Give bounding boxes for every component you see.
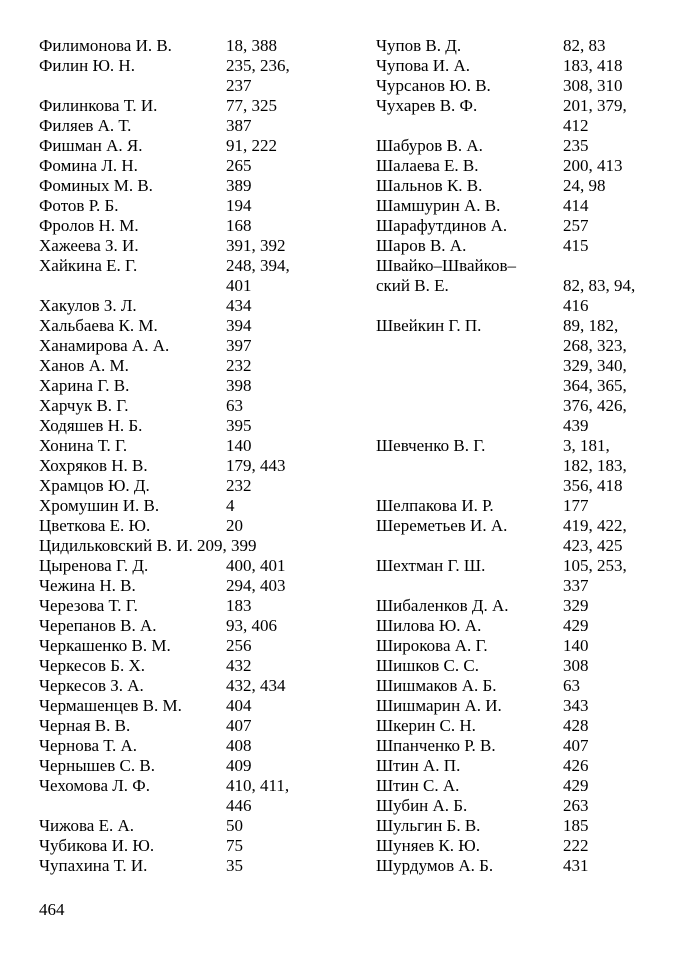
entry-name: Шалаева Е. В. [376,156,479,175]
index-entry [39,636,339,656]
entry-name: Хайкина Е. Г. [39,256,138,275]
entry-name: Чежина Н. В. [39,576,136,595]
entry-pages [563,556,658,596]
index-entry [376,796,666,816]
entry-name: Фишман А. Я. [39,136,143,155]
index-entry [376,216,666,236]
entry-pages [226,756,326,776]
entry-page-line: 232 [226,476,252,495]
index-entry [376,556,666,596]
entry-page-line: 237 [226,76,252,95]
entry-pages [226,256,326,296]
entry-page-line: 89, 182, [563,316,619,335]
entry-name: Черезова Т. Г. [39,596,138,615]
entry-name: Шабуров В. А. [376,136,483,155]
index-entry [376,756,666,776]
index-entry [39,356,339,376]
entry-name: Шаров В. А. [376,236,467,255]
entry-page-line: 329, 340, [563,356,627,375]
entry-name: Шуняев К. Ю. [376,836,480,855]
index-entry [39,156,339,176]
entry-name: Шилова Ю. А. [376,616,482,635]
entry-pages [563,756,658,776]
entry-page-line: 404 [226,696,252,715]
entry-page-line: 177 [563,496,589,515]
entry-name: Черная В. В. [39,716,131,735]
index-entry [376,656,666,676]
entry-page-line: 140 [226,436,252,455]
entry-name: Шкерин С. Н. [376,716,476,735]
entry-name: Шарафутдинов А. [376,216,508,235]
index-entry [39,436,339,456]
entry-pages [226,496,326,516]
entry-page-line: 268, 323, [563,336,627,355]
index-entry [39,496,339,516]
entry-name: Филимонова И. В. [39,36,172,55]
index-entry [376,816,666,836]
entry-pages [226,296,326,316]
entry-page-line: 412 [563,116,589,135]
index-entry [376,716,666,736]
entry-name: Шибаленков Д. А. [376,596,509,615]
entry-name: Шехтман Г. Ш. [376,556,486,575]
entry-page-line: 407 [563,736,589,755]
index-entry [39,656,339,676]
entry-pages [563,836,658,856]
index-entry [39,556,339,576]
index-entry [39,416,339,436]
index-entry [376,776,666,796]
entry-page-line: 77, 325 [226,96,277,115]
entry-pages [226,216,326,236]
index-entry [376,196,666,216]
entry-pages [563,216,658,236]
entry-page-line: 389 [226,176,252,195]
entry-name: Шульгин Б. В. [376,816,481,835]
entry-page-line: 426 [563,756,589,775]
entry-name: Швайко–Швайков– [376,256,517,275]
entry-name: Шурдумов А. Б. [376,856,494,875]
index-entry [39,676,339,696]
entry-page-line: 63 [563,676,580,695]
entry-pages [563,816,658,836]
entry-pages [226,516,326,536]
entry-page-line: 400, 401 [226,556,286,575]
entry-page-line: 63 [226,396,243,415]
index-entry [376,496,666,516]
entry-name: Фотов Р. Б. [39,196,119,215]
index-entry [39,136,339,156]
entry-name: Ханамирова А. А. [39,336,170,355]
entry-page-line: 401 [226,276,252,295]
entry-page-line: 183 [226,596,252,615]
index-entry [39,536,339,556]
entry-pages [563,236,658,256]
page-number: 464 [39,900,65,919]
entry-name: Храмцов Ю. Д. [39,476,150,495]
entry-pages [226,456,326,476]
entry-name: Черкесов З. А. [39,676,144,695]
entry-page-line: 201, 379, [563,96,627,115]
entry-name: ский В. Е. [376,276,449,295]
entry-pages [226,656,326,676]
entry-page-line: 356, 418 [563,476,623,495]
index-entry [376,96,666,136]
entry-pages [563,176,658,196]
entry-name: Ходяшев Н. Б. [39,416,143,435]
entry-name: Шубин А. Б. [376,796,468,815]
index-entry [39,316,339,336]
index-entry [39,56,339,96]
entry-page-line: 235 [563,136,589,155]
index-entry [376,136,666,156]
index-entry [39,716,339,736]
entry-name: Шевченко В. Г. [376,436,486,455]
entry-page-line: 232 [226,356,252,375]
entry-page-line: 3, 181, [563,436,610,455]
entry-pages [226,36,326,56]
entry-page-line: 394 [226,316,252,335]
entry-pages [226,736,326,756]
index-entry [39,856,339,876]
entry-name: Черепанов В. А. [39,616,157,635]
index-entry [39,836,339,856]
index-entry [39,476,339,496]
index-entry [39,576,339,596]
index-entry [39,776,339,816]
entry-page-line: 140 [563,636,589,655]
entry-pages [226,416,326,436]
entry-pages [226,136,326,156]
entry-name: Чубикова И. Ю. [39,836,155,855]
entry-name: Штин С. А. [376,776,460,795]
entry-pages [563,856,658,876]
entry-page-line: 410, 411, [226,776,290,795]
index-entry [39,696,339,716]
entry-page-line: 105, 253, [563,556,627,575]
index-entry [39,336,339,356]
entry-page-line: 194 [226,196,252,215]
entry-page-line: 185 [563,816,589,835]
entry-name: Хохряков Н. В. [39,456,148,475]
entry-name: Цыренова Г. Д. [39,556,149,575]
entry-pages [226,396,326,416]
entry-pages [226,236,326,256]
index-entry [376,256,666,276]
index-entry [376,176,666,196]
entry-pages [563,196,658,216]
entry-page-line: 168 [226,216,252,235]
index-entry [39,296,339,316]
entry-page-line: 416 [563,296,589,315]
entry-page-line: 91, 222 [226,136,277,155]
index-entry [376,316,666,436]
entry-page-line: 265 [226,156,252,175]
entry-page-line: 24, 98 [563,176,606,195]
entry-name: Шелпакова И. Р. [376,496,494,515]
entry-page-line: 429 [563,616,589,635]
entry-pages [563,96,658,136]
entry-page-line: 248, 394, [226,256,290,275]
entry-pages [226,596,326,616]
entry-page-line: 294, 403 [226,576,286,595]
entry-pages [563,136,658,156]
entry-page-line: 75 [226,836,243,855]
index-entry [39,236,339,256]
index-entry [376,736,666,756]
entry-pages [226,356,326,376]
entry-page-line: 4 [226,496,235,515]
entry-pages [563,696,658,716]
entry-page-line: 20 [226,516,243,535]
index-entry [39,176,339,196]
entry-page-line: 409 [226,756,252,775]
entry-name: Чурсанов Ю. В. [376,76,491,95]
entry-page-line: 432 [226,656,252,675]
entry-name: Шальнов К. В. [376,176,483,195]
entry-page-line: 407 [226,716,252,735]
entry-pages [226,576,326,596]
index-entry [376,156,666,176]
entry-page-line: 200, 413 [563,156,623,175]
index-entry [39,96,339,116]
entry-name: Хажеева З. И. [39,236,139,255]
index-entry [39,396,339,416]
index-entry [39,816,339,836]
index-entry [376,836,666,856]
entry-pages [563,636,658,656]
entry-pages [226,376,326,396]
entry-name: Цветкова Е. Ю. [39,516,151,535]
index-entry [376,276,666,316]
entry-pages [563,796,658,816]
entry-page-line: 343 [563,696,589,715]
entry-page-line: 257 [563,216,589,235]
entry-name: Харина Г. В. [39,376,130,395]
index-entry [39,376,339,396]
entry-page-line: 93, 406 [226,616,277,635]
entry-page-line: 376, 426, [563,396,627,415]
entry-pages [563,516,658,556]
entry-pages [226,856,326,876]
entry-pages [563,316,658,436]
entry-pages [226,696,326,716]
entry-name: Фролов Н. М. [39,216,139,235]
entry-page-line: 183, 418 [563,56,623,75]
entry-pages [226,96,326,116]
entry-pages [563,156,658,176]
entry-name: Чупахина Т. И. [39,856,148,875]
entry-name: Чернышев С. В. [39,756,155,775]
index-entry [376,616,666,636]
entry-pages [563,76,658,96]
entry-pages [563,656,658,676]
entry-pages [563,56,658,76]
entry-name: Хромушин И. В. [39,496,160,515]
entry-name: Фомина Л. Н. [39,156,138,175]
entry-page-line: 222 [563,836,589,855]
index-entry [39,216,339,236]
index-entry [376,676,666,696]
entry-name: Широкова А. Г. [376,636,488,655]
entry-page-line: 235, 236, [226,56,290,75]
entry-pages [563,736,658,756]
entry-page-line: 182, 183, [563,456,627,475]
entry-page-line: 434 [226,296,252,315]
entry-name: Швейкин Г. П. [376,316,482,335]
entry-name: Шишмаков А. Б. [376,676,497,695]
entry-page-line: 423, 425 [563,536,623,555]
entry-pages [226,116,326,136]
entry-name: Ханов А. М. [39,356,129,375]
entry-name: Филинкова Т. И. [39,96,158,115]
index-entry [39,196,339,216]
entry-page-line: 408 [226,736,252,755]
index-entry [376,76,666,96]
entry-pages [226,636,326,656]
entry-name: Шишмарин А. И. [376,696,502,715]
entry-page-line: 429 [563,776,589,795]
index-entry [39,736,339,756]
entry-page-line: 35 [226,856,243,875]
entry-page-line: 179, 443 [226,456,286,475]
entry-page-line: 329 [563,596,589,615]
entry-page-line: 308 [563,656,589,675]
index-entry [376,636,666,656]
entry-pages [226,676,326,696]
index-entry [39,516,339,536]
entry-pages [563,496,658,516]
index-entry [376,436,666,496]
entry-name: Черкесов Б. Х. [39,656,146,675]
entry-page-line: 82, 83 [563,36,606,55]
entry-pages [226,816,326,836]
entry-pages [226,776,326,816]
entry-name: Черкашенко В. М. [39,636,171,655]
entry-pages [563,716,658,736]
entry-page-line: 263 [563,796,589,815]
entry-name: Штин А. П. [376,756,461,775]
entry-name: Цидильковский В. И. 209, 399 [39,536,257,555]
entry-page-line: 446 [226,796,252,815]
entry-page-line: 414 [563,196,589,215]
index-entry [376,596,666,616]
index-entry [39,596,339,616]
index-entry [376,516,666,556]
index-entry [376,856,666,876]
entry-name: Филяев А. Т. [39,116,132,135]
entry-page-line: 18, 388 [226,36,277,55]
entry-page-line: 387 [226,116,252,135]
entry-page-line: 428 [563,716,589,735]
entry-page-line: 431 [563,856,589,875]
entry-pages [226,476,326,496]
entry-name: Чехомова Л. Ф. [39,776,150,795]
entry-pages [563,616,658,636]
index-column-left [39,36,339,876]
entry-name: Хальбаева К. М. [39,316,158,335]
index-entry [39,756,339,776]
entry-page-line: 337 [563,576,589,595]
index-entry [39,116,339,136]
index-entry [376,696,666,716]
entry-name: Филин Ю. Н. [39,56,135,75]
entry-page-line: 308, 310 [563,76,623,95]
index-entry [39,256,339,296]
entry-pages [226,196,326,216]
entry-page-line: 391, 392 [226,236,286,255]
entry-page-line: 415 [563,236,589,255]
index-entry [39,456,339,476]
entry-page-line: 398 [226,376,252,395]
entry-page-line: 82, 83, 94, [563,276,636,295]
entry-page-line: 419, 422, [563,516,627,535]
entry-page-line: 50 [226,816,243,835]
entry-pages [563,436,658,496]
entry-pages [563,36,658,56]
entry-page-line: 256 [226,636,252,655]
entry-pages [226,436,326,456]
index-entry [376,236,666,256]
entry-name: Чермашенцев В. М. [39,696,182,715]
entry-page-line: 395 [226,416,252,435]
index-entry [376,36,666,56]
entry-pages [226,616,326,636]
entry-name: Шереметьев И. А. [376,516,508,535]
entry-page-line: 397 [226,336,252,355]
entry-name: Харчук В. Г. [39,396,129,415]
entry-pages [563,676,658,696]
entry-pages [563,776,658,796]
index-entry [376,56,666,76]
entry-pages [563,596,658,616]
index-entry [39,36,339,56]
index-entry [39,616,339,636]
entry-pages [226,56,326,96]
entry-name: Хакулов З. Л. [39,296,137,315]
entry-pages [226,836,326,856]
entry-name: Фоминых М. В. [39,176,153,195]
entry-name: Чупова И. А. [376,56,471,75]
entry-pages [226,716,326,736]
entry-name: Чижова Е. А. [39,816,134,835]
entry-name: Шамшурин А. В. [376,196,501,215]
entry-pages [226,336,326,356]
entry-pages [226,176,326,196]
entry-pages [563,276,658,316]
index-column-right [376,36,666,876]
entry-page-line: 439 [563,416,589,435]
entry-name: Хонина Т. Г. [39,436,128,455]
entry-page-line: 432, 434 [226,676,286,695]
entry-pages [226,156,326,176]
entry-name: Чернова Т. А. [39,736,137,755]
entry-name: Чухарев В. Ф. [376,96,478,115]
entry-name: Чупов В. Д. [376,36,462,55]
entry-page-line: 364, 365, [563,376,627,395]
entry-pages [226,556,326,576]
entry-name: Шпанченко Р. В. [376,736,496,755]
entry-name: Шишков С. С. [376,656,479,675]
entry-pages [226,316,326,336]
